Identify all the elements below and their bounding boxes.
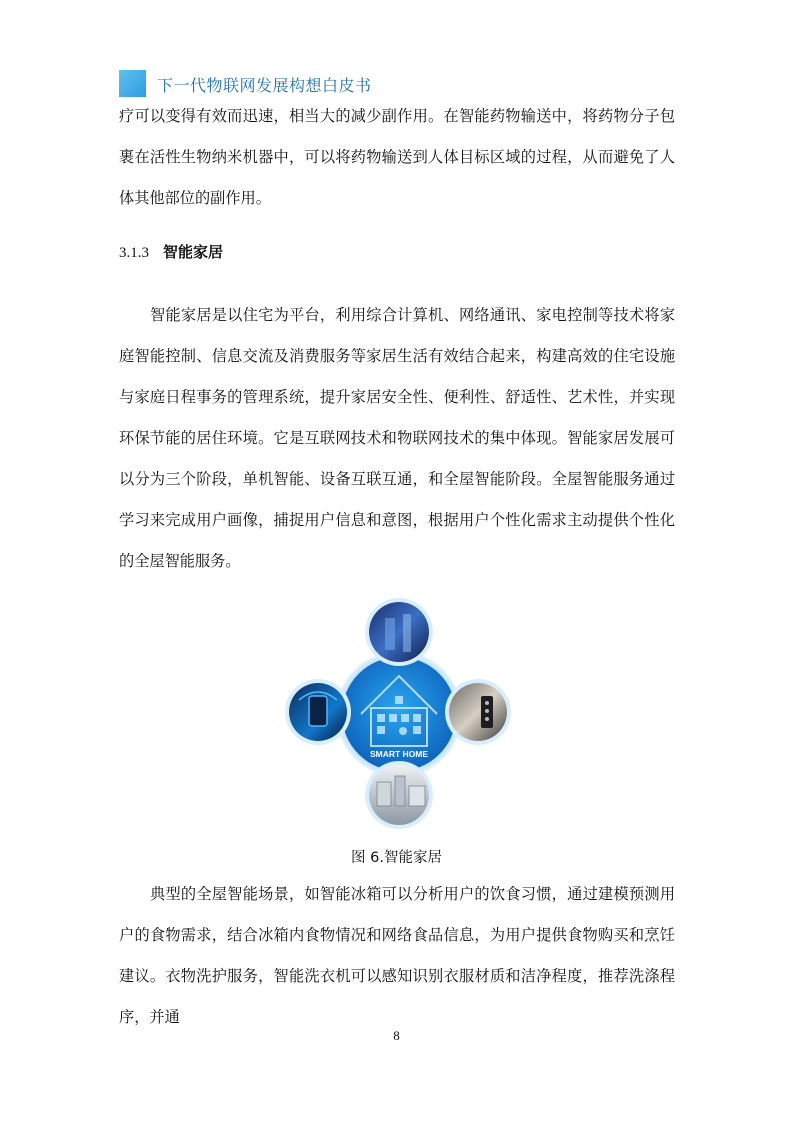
section-title: 智能家居	[163, 243, 224, 261]
paragraph-drug-delivery: 疗可以变得有效而迅速，相当大的减少副作用。在智能药物输送中，将药物分子包裹在活性生物纳米机器中，可以将药物输送到人体目标区域的过程，从而避免了人体其他部位的副作用。	[119, 107, 675, 207]
header-logo-square	[119, 70, 146, 97]
top-scene-interior	[369, 602, 429, 662]
smart-home-illustration	[285, 596, 513, 832]
section-number: 3.1.3	[119, 245, 149, 261]
smart-home-label: SMART HOME	[369, 749, 429, 759]
figure-caption: 图 6.智能家居	[351, 850, 442, 866]
smart-home-figure	[285, 596, 513, 832]
paragraph-smart-home-scenarios: 典型的全屋智能场景，如智能冰箱可以分析用户的饮食习惯，通过建模预测用户的食物需求，结合冰箱内食物情况和网络食品信息，为用户提供食物购买和烹饪建议。衣物洗护服务，智能洗衣机可以感知识别衣服材质和洁净程度，推荐洗涤程序，并通	[119, 885, 675, 1026]
right-scene-panel	[449, 683, 507, 741]
paragraph-smart-home-intro: 智能家居是以住宅为平台，利用综合计算机、网络通讯、家电控制等技术将家庭智能控制、信息交流及消费服务等家居生活有效结合起来，构建高效的住宅设施与家庭日程事务的管理系统，提升家居安全性、便利性、舒适性、艺术性，并实现环保节能的居住环境。它是互联网技术和物联网技术的集中体现。智能家居发展可以分为三个阶段，单机智能、设备互联互通，和全屋智能阶段。全屋智能服务通过学习来完成用户画像，捕捉用户信息和意图，根据用户个性化需求主动提供个性化的全屋智能服务。	[119, 306, 675, 570]
header-title: 下一代物联网发展构想白皮书	[157, 76, 372, 95]
page-number: 8	[393, 1028, 400, 1043]
section-heading	[119, 241, 223, 262]
phone-icon	[309, 696, 327, 726]
